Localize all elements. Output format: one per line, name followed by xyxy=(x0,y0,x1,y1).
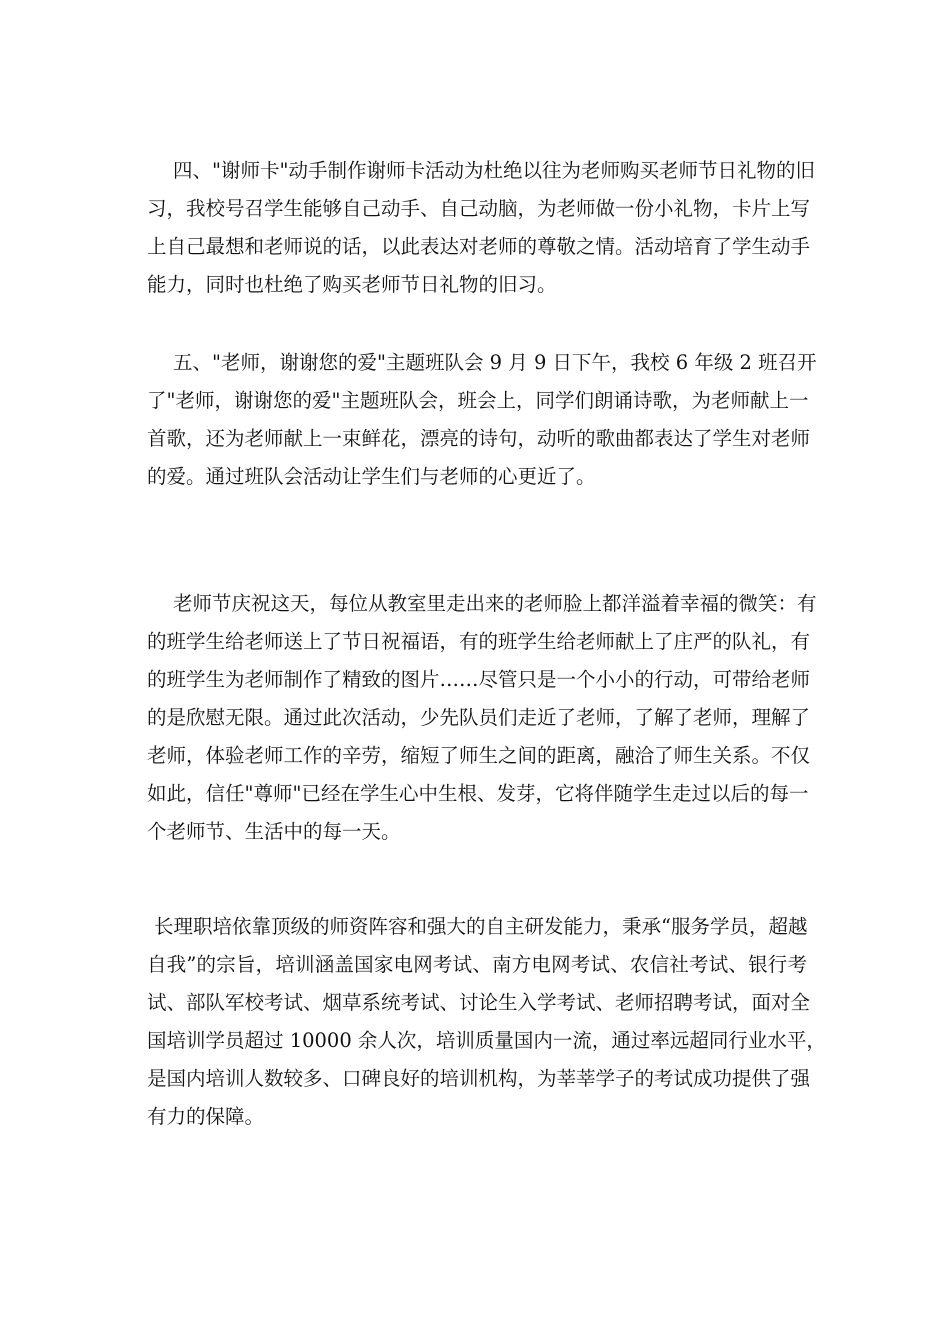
text-line: 五、"老师，谢谢您的爱"主题班队会 9 月 9 日下午，我校 6 年级 2 班召开 xyxy=(173,351,817,374)
text-line: 习，我校号召学生能够自己动手、自己动脑，为老师做一份小礼物，卡片上写 xyxy=(147,197,811,220)
text-line: 首歌，还为老师献上一束鲜花，漂亮的诗句，动听的歌曲都表达了学生对老师 xyxy=(147,427,811,450)
text-line: 的班学生为老师制作了精致的图片……尽管只是一个小小的行动，可带给老师 xyxy=(147,668,811,691)
text-line: 有力的保障。 xyxy=(147,1105,265,1128)
paragraph-class-meeting xyxy=(147,344,817,496)
text-line: 个老师节、生活中的每一天。 xyxy=(147,820,401,843)
paragraph-thank-you-card xyxy=(147,152,815,304)
text-line: 的班学生给老师送上了节日祝福语，有的班学生给老师献上了庄严的队礼，有 xyxy=(147,630,811,653)
text-line: 老师节庆祝这天，每位从教室里走出来的老师脸上都洋溢着幸福的微笑：有 xyxy=(173,592,817,615)
text-line: 试、部队军校考试、烟草系统考试、讨论生入学考试、老师招聘考试，面对全 xyxy=(147,991,811,1014)
text-line: 了"老师，谢谢您的爱"主题班队会，班会上，同学们朗诵诗歌，为老师献上一 xyxy=(147,389,809,412)
text-line: 国培训学员超过 10000 余人次，培训质量国内一流，通过率远超同行业水平， xyxy=(147,1029,826,1052)
text-line: 老师，体验老师工作的辛劳，缩短了师生之间的距离，融洽了师生关系。不仅 xyxy=(147,744,811,767)
text-line: 上自己最想和老师说的话，以此表达对老师的尊敬之情。活动培育了学生动手 xyxy=(147,235,811,258)
paragraph-teachers-day-celebration xyxy=(147,585,817,851)
text-line: 能力，同时也杜绝了购买老师节日礼物的旧习。 xyxy=(147,273,557,296)
text-line: 是国内培训人数较多、口碑良好的培训机构，为莘莘学子的考试成功提供了强 xyxy=(147,1067,811,1090)
paragraph-training-institution xyxy=(147,908,826,1136)
text-line: 自我”的宗旨，培训涵盖国家电网考试、南方电网考试、农信社考试、银行考 xyxy=(147,953,807,976)
text-line: 长理职培依靠顶级的师资阵容和强大的自主研发能力，秉承“服务学员，超越 xyxy=(154,915,808,938)
text-line: 的是欣慰无限。通过此次活动，少先队员们走近了老师，了解了老师，理解了 xyxy=(147,706,811,729)
text-line: 的爱。通过班队会活动让学生们与老师的心更近了。 xyxy=(147,465,596,488)
text-line: 如此，信任"尊师"已经在学生心中生根、发芽，它将伴随学生走过以后的每一 xyxy=(147,782,809,805)
text-line: 四、"谢师卡"动手制作谢师卡活动为杜绝以往为老师购买老师节日礼物的旧 xyxy=(173,159,815,182)
